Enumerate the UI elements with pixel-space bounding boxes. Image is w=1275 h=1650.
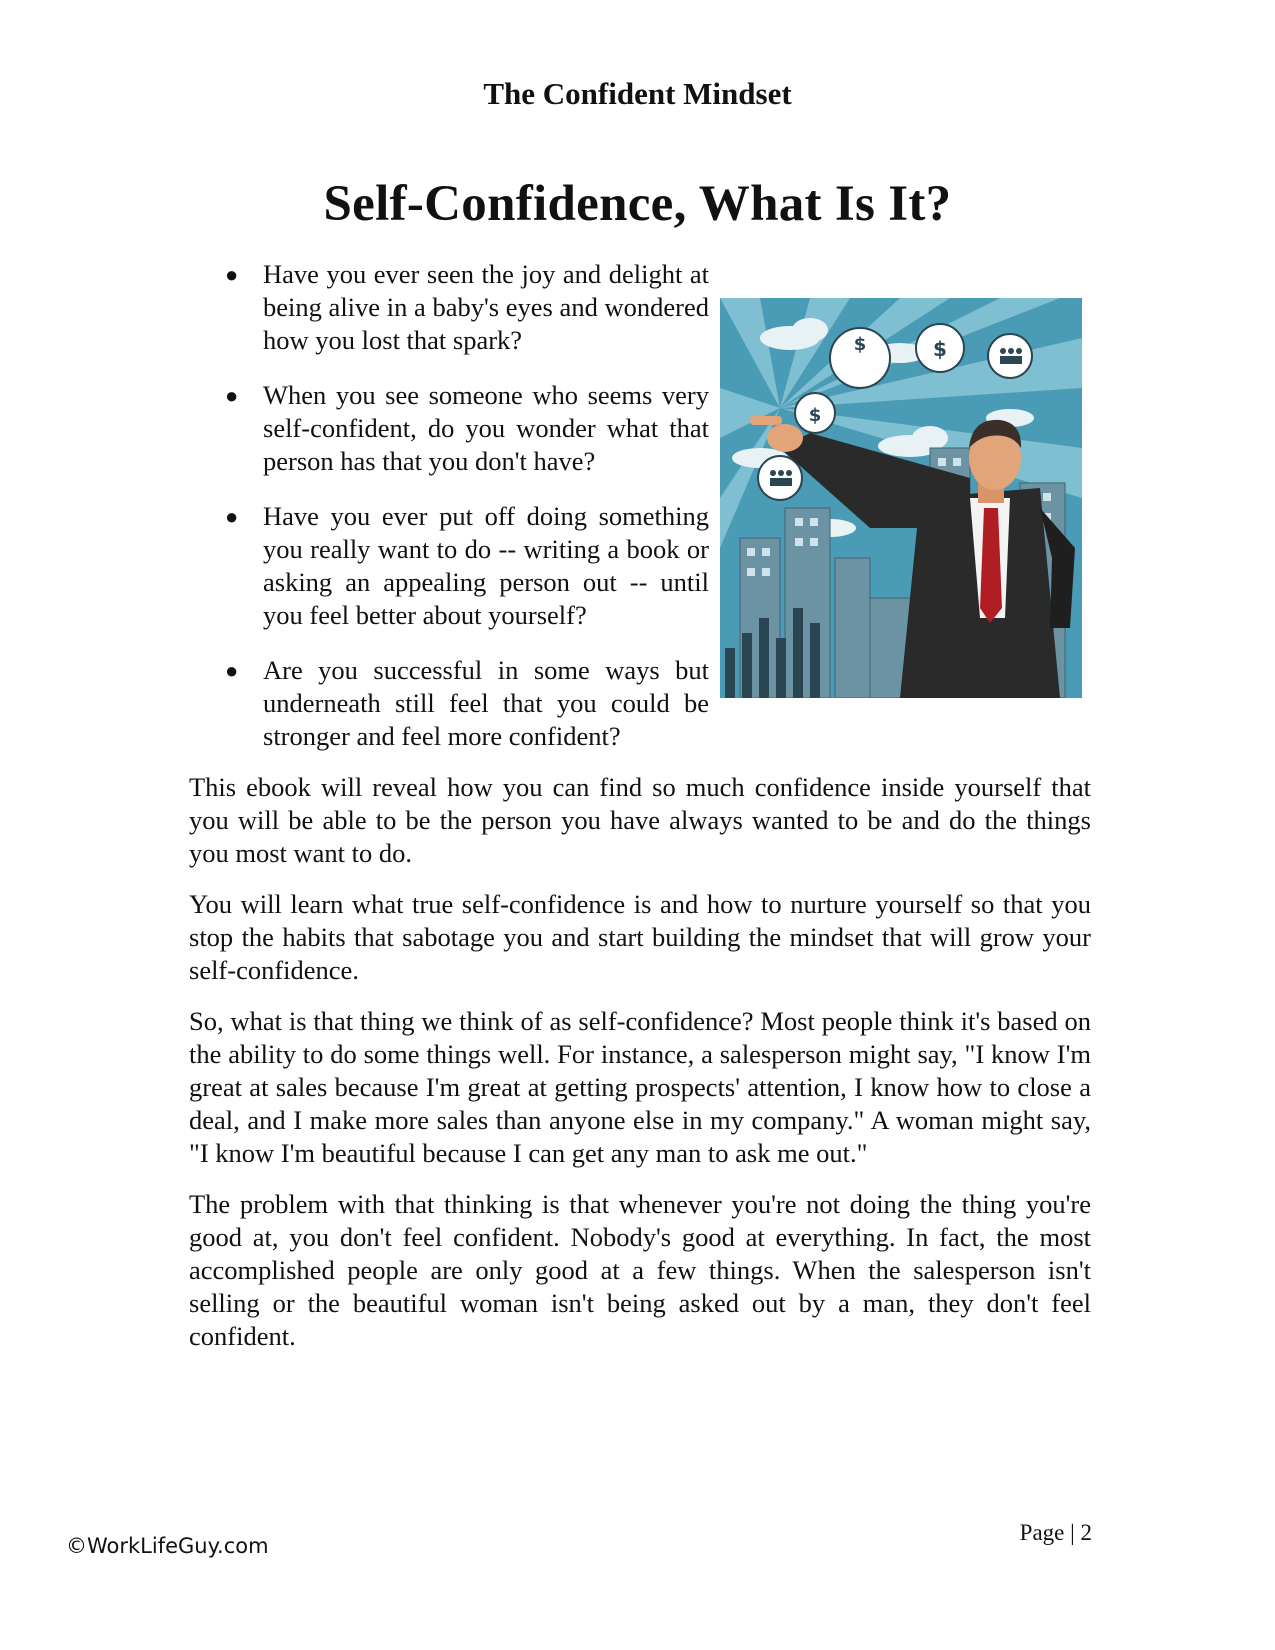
svg-text:$: $: [933, 337, 947, 361]
question-text: When you see someone who seems very self-confident, do you wonder what that person has that you don't have?: [263, 380, 709, 476]
copyright-notice: ©WorkLifeGuy.com: [66, 1534, 269, 1558]
running-header: The Confident Mindset: [483, 76, 792, 111]
svg-text:$: $: [853, 334, 867, 355]
pointing-hand: [767, 424, 803, 452]
page-number: Page | 2: [1019, 1520, 1092, 1545]
bullet-icon: ●: [225, 504, 239, 529]
bullet-icon: ●: [225, 383, 239, 408]
body-paragraph: The problem with that thinking is that whenever you're not doing the thing you're good at, you don't feel confident. Nobody's good at everything. In fact, the most accomplished people are only good at a few things. When the salesperson isn't selling or the beautiful woman isn't being asked out by a man, they don't feel confident.: [189, 1189, 1091, 1351]
chapter-title: Self-Confidence, What Is It?: [323, 176, 952, 232]
question-text: Have you ever seen the joy and delight at being alive in a baby's eyes and wondered how you lost that spark?: [263, 259, 709, 355]
body-paragraph: So, what is that thing we think of as self-confidence? Most people think it's based on the ability to do some things well. For instance, a salesperson might say, "I know I'm great at sales because I'm great at getting prospects' attention, I know how to close a deal, and I make more sales than anyone else in my company." A woman might say, "I know I'm beautiful because I can get any man to ask me out.": [189, 1006, 1091, 1168]
question-text: Have you ever put off doing something you really want to do -- writing a book or asking an appealing person out -- until you feel better about yourself?: [263, 501, 709, 630]
body-paragraph: You will learn what true self-confidence is and how to nurture yourself so that you stop the habits that sabotage you and start building the mindset that will grow your self-confidence.: [189, 889, 1091, 985]
bullet-icon: ●: [225, 262, 239, 287]
bullet-icon: ●: [225, 658, 239, 683]
question-text: Are you successful in some ways but underneath still feel that you could be stronger and feel more confident?: [263, 655, 709, 751]
body-paragraph: This ebook will reveal how you can find so much confidence inside yourself that you will be able to be the person you have always wanted to be and do the things you most want to do.: [189, 772, 1091, 868]
businessman-illustration: [720, 298, 1082, 698]
svg-text:$: $: [808, 405, 822, 426]
